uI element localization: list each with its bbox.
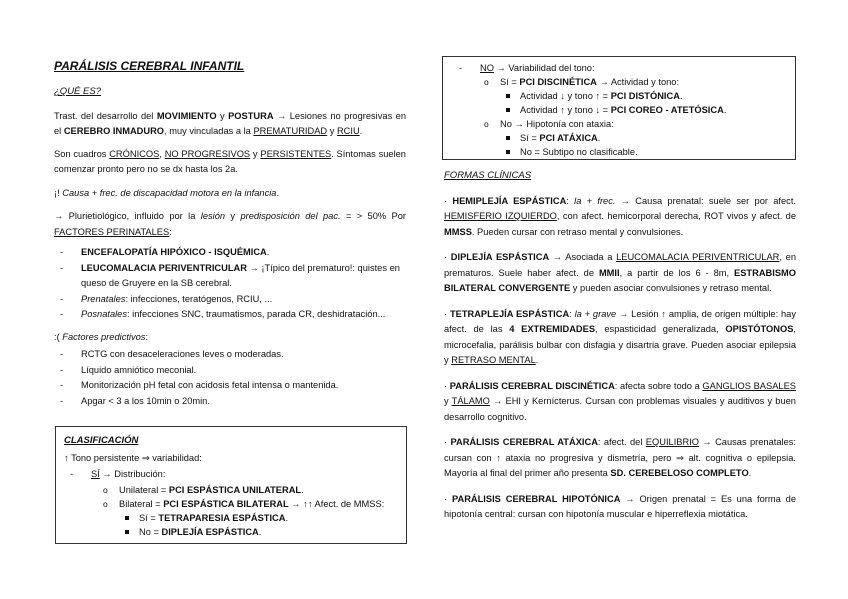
- right-column: [444, 168, 796, 523]
- classification-title: CLASIFICACIÓN: [64, 435, 139, 446]
- activity-list: [502, 89, 789, 117]
- list-item: o Unilateral = PCI ESPÁSTICA UNILATERAL.: [99, 483, 400, 497]
- list-item: - Prenatales: infecciones, teratógenos, RCIU, ...: [54, 292, 406, 308]
- list-item: - NO → Variabilidad del tono: o Sí = PCI DISCINÉTICA → Actividad y tono: Actividad ↓ y tono ↑ = PCI DISTÓNICA. Actividad ↑ y tono ↓ = PCI COREO - ATETÓSICA. o No → Hipotonía con ataxia: Sí = PCI ATÁXICA. No = Subtipo no clasificable.: [453, 61, 789, 159]
- page-title: PARÁLISIS CEREBRAL INFANTIL: [54, 59, 245, 73]
- definition-paragraph: Trast. del desarrollo del MOVIMIENTO y POSTURA → Lesiones no progresivas en el CEREBRO INMADURO, muy vinculadas a la PREMATURIDAD y RCIU.: [54, 110, 406, 136]
- ataxica-paragraph: · PARÁLISIS CEREBRAL ATÁXICA: afect. del EQUILIBRIO → Causas prenatales: cursan con ↑ ataxia no progresiva y dismetría, pero ⇒ alt. cognitiva o epilepsia. Mayoría al final del primer año presenta SD. CEREBELOSO COMPLETO.: [444, 437, 796, 478]
- list-item: Actividad ↑ y tono ↓ = PCI COREO - ATETÓSICA.: [502, 103, 789, 117]
- perinatal-factors-list: [54, 245, 406, 323]
- list-item: No = DIPLEJÍA ESPÁSTICA.: [121, 525, 400, 539]
- classification-list: [64, 467, 400, 539]
- list-item: - SÍ → Distribución: o Unilateral = PCI ESPÁSTICA UNILATERAL. o Bilateral = PCI ESPÁSTICA BILATERAL → ↑↑ Afect. de MMSS: Sí = TETRAPARESIA ESPÁSTICA. No = DIPLEJÍA ESPÁSTICA.: [64, 467, 400, 539]
- classification-box-continued: [442, 56, 796, 160]
- distribution-list: [99, 483, 400, 539]
- formas-clinicas-heading: FORMAS CLÍNICAS: [444, 170, 532, 181]
- list-item: o Sí = PCI DISCINÉTICA → Actividad y tono: Actividad ↓ y tono ↑ = PCI DISTÓNICA. Actividad ↑ y tono ↓ = PCI COREO - ATETÓSICA.: [480, 75, 789, 117]
- predictive-factors-list: [54, 347, 406, 409]
- no-variability-list: [453, 61, 789, 159]
- cause-paragraph: ¡! Causa + frec. de discapacidad motora en la infancia.: [54, 187, 280, 198]
- list-item: - ENCEFALOPATÍA HIPÓXICO - ISQUÉMICA.: [54, 245, 406, 261]
- list-item: - Líquido amniótico meconial.: [54, 363, 406, 379]
- diplejia-paragraph: · DIPLEJÍA ESPÁSTICA → Asociada a LEUCOMALACIA PERIVENTRICULAR, en prematuros. Suele haber afect. de MMII, a partir de los 6 - 8m, ESTRABISMO BILATERAL CONVERGENTE y pueden asociar convulsiones y retraso mental.: [444, 252, 797, 293]
- hemiplejia-paragraph: · HEMIPLEJÍA ESPÁSTICA: la + frec. → Causa prenatal: suele ser por afect. HEMISFERIO IZQUIERDO, con afect. hemicorporal derecha, ROT vivos y afect. de MMSS. Pueden cursar con retraso mental y convulsiones.: [444, 195, 797, 237]
- left-column: [54, 58, 406, 409]
- ataxia-list: [502, 131, 789, 159]
- tetraplejia-paragraph: · TETRAPLEJÍA ESPÁSTICA: la + grave → Lesión ↑ amplia, de origen múltiple: hay afect. de las 4 EXTREMIDADES, espasticidad generalizada, OPISTÓTONOS, microcefalia, parálisis bulbar con disfagia y disartria grave. Pueden asociar epilepsia y RETRASO MENTAL.: [444, 308, 796, 365]
- list-item: o Bilateral = PCI ESPÁSTICA BILATERAL → ↑↑ Afect. de MMSS: Sí = TETRAPARESIA ESPÁSTICA. No = DIPLEJÍA ESPÁSTICA.: [99, 497, 400, 539]
- list-item: - Posnatales: infecciones SNC, traumatismos, parada CR, deshidratación...: [54, 307, 406, 323]
- predictive-heading: :( Factores predictivos:: [54, 331, 149, 342]
- list-item: o No → Hipotonía con ataxia: Sí = PCI ATÁXICA. No = Subtipo no clasificable.: [480, 117, 789, 159]
- list-item: No = Subtipo no clasificable.: [502, 145, 789, 159]
- list-item: Sí = PCI ATÁXICA.: [502, 131, 789, 145]
- list-item: - RCTG con desaceleraciones leves o moderadas.: [54, 347, 406, 363]
- variability-list: [480, 75, 789, 159]
- discinetica-paragraph: · PARÁLISIS CEREBRAL DISCINÉTICA: afecta sobre todo a GANGLIOS BASALES y TÁLAMO → EHI y Kernícterus. Cursan con problemas visuales y auditivos y buen desarrollo cognitivo.: [444, 380, 796, 422]
- list-item: - Monitorización pH fetal con acidosis fetal intensa o mantenida.: [54, 378, 406, 394]
- chronic-paragraph: Son cuadros CRÓNICOS, NO PROGRESIVOS y PERSISTENTES. Síntomas suelen comenzar pronto pero no se dx hasta los 2a.: [54, 148, 406, 174]
- etiology-paragraph: → Plurietiológico, influido por la lesión y predisposición del pac. = > 50% Por FACTORES PERINATALES:: [54, 211, 407, 237]
- classification-box: [55, 426, 407, 544]
- hipotonica-paragraph: · PARÁLISIS CEREBRAL HIPOTÓNICA → Origen prenatal = Es una forma de hipotonía central: cursan con hipotonía muscular e hiperreflexia miotática.: [444, 493, 796, 519]
- classification-tone: ↑ Tono persistente ⇒ variabilidad:: [64, 452, 202, 463]
- list-item: Actividad ↓ y tono ↑ = PCI DISTÓNICA.: [502, 89, 789, 103]
- list-item: - Apgar < 3 a los 10min o 20min.: [54, 394, 406, 410]
- mmss-list: [121, 511, 400, 539]
- list-item: Sí = TETRAPARESIA ESPÁSTICA.: [121, 511, 400, 525]
- list-item: - LEUCOMALACIA PERIVENTRICULAR → ¡Típico del prematuro!: quistes en queso de Gruyere en la SB cerebral.: [54, 261, 406, 292]
- que-es-heading: ¿QUÉ ES?: [54, 86, 101, 97]
